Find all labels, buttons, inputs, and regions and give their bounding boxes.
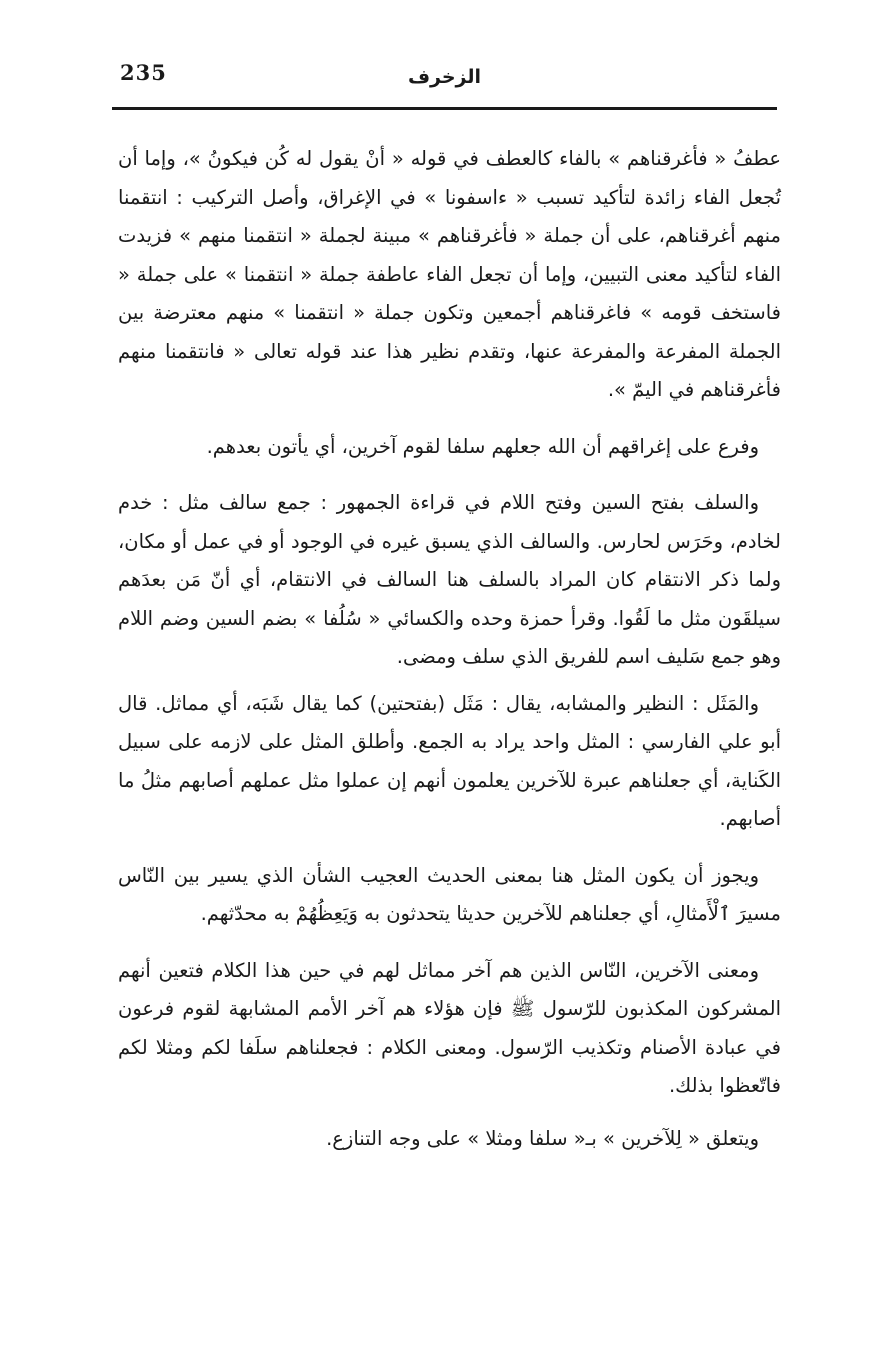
page-number: 235 xyxy=(120,60,167,85)
body-text xyxy=(118,140,781,1158)
page-header xyxy=(112,58,777,104)
paragraph: ومعنى الآخرين، النّاس الذين هم آخر مماثل لهم في حين هذا الكلام فتعين أنهم المشركون المكذبون للرّسول ﷺ فإن هؤلاء هم آخر الأمم المشابهة لقوم فرعون في عبادة الأصنام وتكذيب الرّسول. ومعنى الكلام : فجعلناهم سلَفا لكم ومثلا لكم فاتّعظوا بذلك. xyxy=(118,958,781,1097)
running-title: الزخرف xyxy=(407,66,482,88)
paragraph: ويجوز أن يكون المثل هنا بمعنى الحديث العجيب الشأن الذي يسير بين النّاس مسيرَ ٱلْأَمثالِ، أي جعلناهم للآخرين حديثا يتحدثون به وَيَعِظُهُمْ به محدّثهم. xyxy=(118,863,781,925)
header-rule xyxy=(112,107,777,110)
paragraph: والسلف بفتح السين وفتح اللام في قراءة الجمهور : جمع سالف مثل : خدم لخادم، وحَرَس لحارس. والسالف الذي يسبق غيره في الوجود أو في عمل أو مكان، ولما ذكر الانتقام كان المراد بالسلف هنا السالف في الانتقام، أي أنّ مَن بعدَهم سيلقَون مثل ما لَقُوا. وقرأ حمزة وحده والكسائي « سُلُفا » بضم السين وضم اللام وهو جمع سَليف اسم للفريق الذي سلف ومضى. xyxy=(118,491,781,668)
paragraph: ويتعلق « لِلآخرين » بـ« سلفا ومثلا » على وجه التنازع. xyxy=(326,1126,759,1150)
paragraph: والمَثَل : النظير والمشابه، يقال : مَثَل (بفتحتين) كما يقال شَبَه، أي مماثل. قال أبو علي الفارسي : المثل واحد يراد به الجمع. وأطلق المثل على لازمه على سبيل الكَناية، أي جعلناهم عبرة للآخرين يعلمون أنهم إن عملوا مثل عملهم أصابهم مثلُ ما أصابهم. xyxy=(118,691,781,830)
paragraph: وفرع على إغراقهم أن الله جعلهم سلفا لقوم آخرين، أي يأتون بعدهم. xyxy=(206,434,759,458)
paragraph: عطفُ « فأغرقناهم » بالفاء كالعطف في قوله « أنْ يقول له كُن فيكونُ »، وإما أن تُجعل الفاء زائدة لتأكيد تسبب « ءاسفونا » في الإغراق، وأصل التركيب : انتقمنا منهم أغرقناهم، على أن جملة « فأغرقناهم » مبينة لجملة « انتقمنا منهم » فزيدت الفاء لتأكيد معنى التبيين، وإما أن تجعل الفاء عاطفة جملة « انتقمنا » على جملة « فاستخف قومه » فاغرقناهم أجمعين وتكون جملة « انتقمنا » منهم معترضة بين الجملة المفرعة والمفرعة عنها، وتقدم نظير هذا عند قوله تعالى « فانتقمنا منهم فأغرقناهم في اليمّ ». xyxy=(118,147,781,401)
